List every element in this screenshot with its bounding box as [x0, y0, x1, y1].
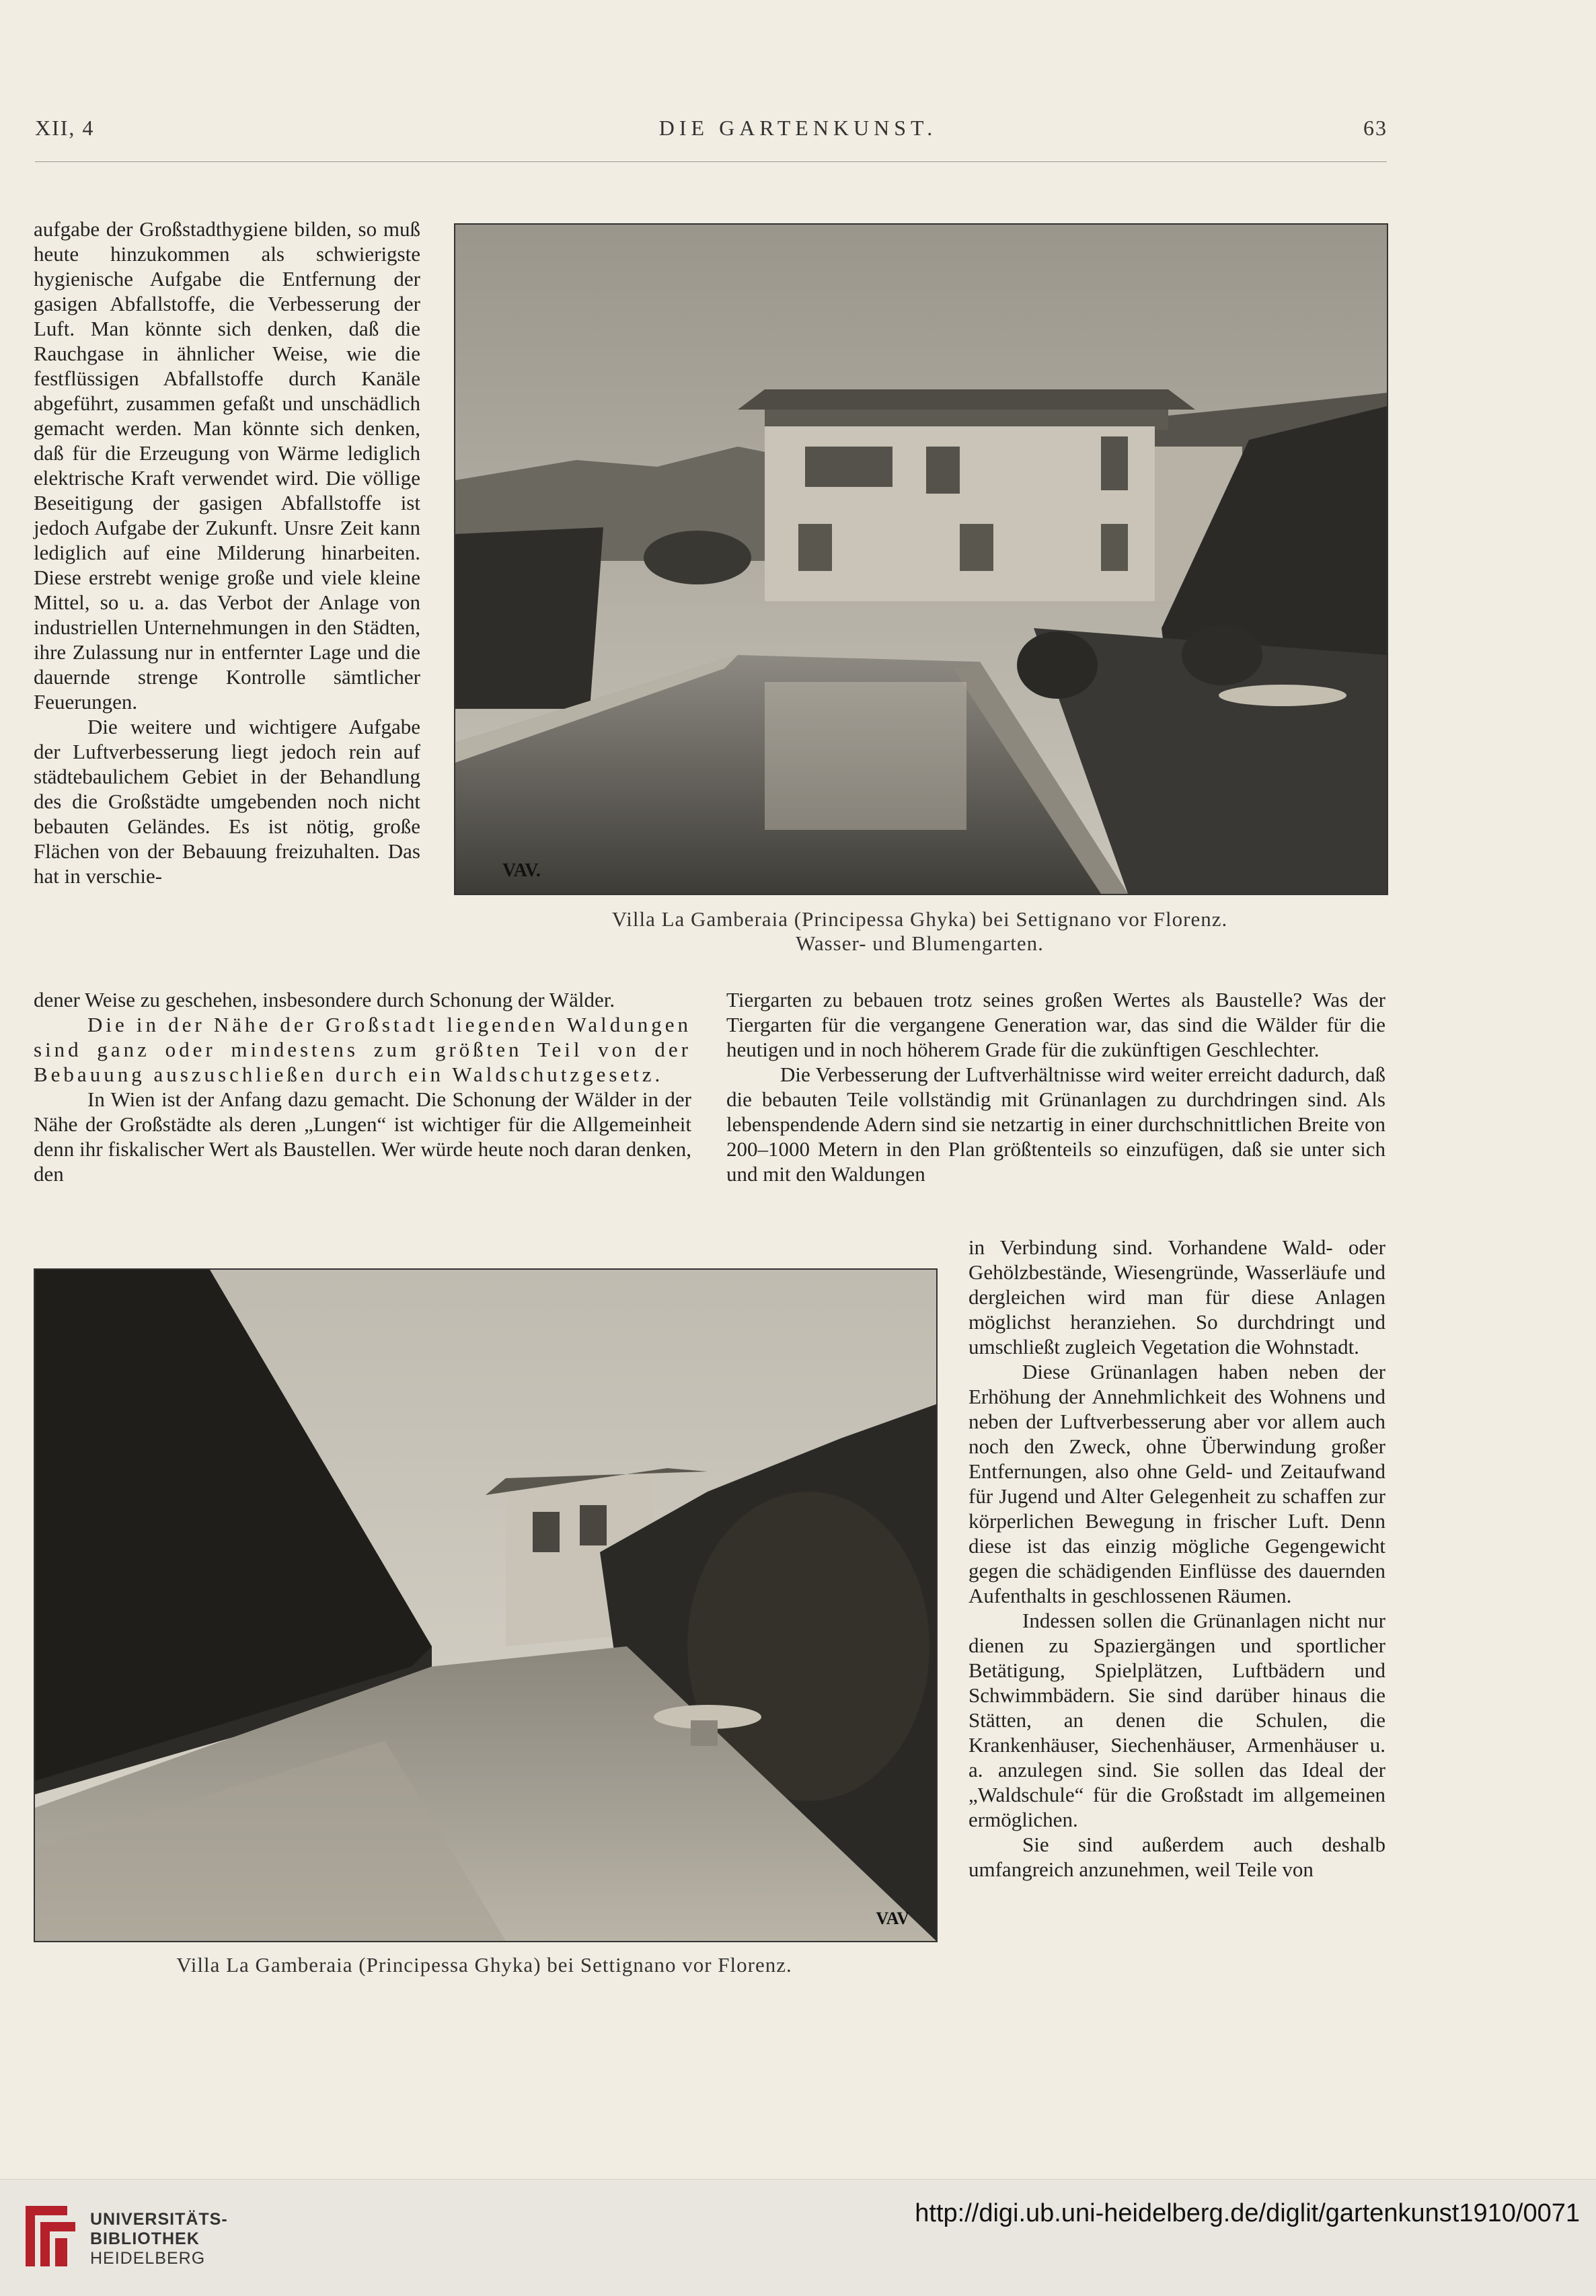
paragraph: Diese Grünanlagen haben neben der Erhöhung der Annehmlichkeit des Wohnens und neben der Luftverbesserung aber vor allem auch noch den Zweck, ohne Überwindung großer Entfernungen, also ohne Geld- und Zeitaufwand für Jugend und Alter Gelegenheit zu schaffen zur körperlichen Bewegung in frischer Luft. Denn diese ist das einzig mögliche Gegengewicht gegen die schädigenden Einflüsse des dauernden Aufenthalts in geschlossenen Räumen.	[968, 1360, 1385, 1607]
paragraph: Sie sind außerdem auch deshalb umfangreich anzunehmen, weil Teile von	[968, 1833, 1385, 1881]
footer-bar	[0, 2179, 1596, 2296]
text-column-right-bottom	[968, 1235, 1385, 1882]
library-name-line: UNIVERSITÄTS-	[90, 2210, 228, 2229]
paragraph: Indessen sollen die Grünanlagen nicht nur dienen zu Spaziergängen und sportlicher Betätigung, Spielplätzen, Luftbädern und Schwimmbädern. Sie sind darüber hinaus die Stätten, an denen die Schulen, die Krankenhäuser, Siechenhäuser, Armenhäuser u. a. anzulegen sind. Sie sollen das Ideal der „Waldschule“ für die Großstadt im allgemeinen ermöglichen.	[968, 1609, 1385, 1831]
paragraph: Die weitere und wichtigere Aufgabe der Luftverbesserung liegt jedoch rein auf städtebaulichem Gebiet in der Behandlung des die Großstädte umgebenden noch nicht bebauten Geländes. Es ist nötig, große Flächen von der Bebauung freizuhalten. Das hat in verschie-	[34, 715, 420, 888]
paragraph: aufgabe der Großstadthygiene bilden, so muß heute hinzukommen als schwierigste hygienische Aufgabe die Entfernung der gasigen Abfallstoffe, die Verbesserung der Luft. Man könnte sich denken, daß die Rauchgase in ähnlicher Weise, wie die festflüssigen Abfallstoffe durch Kanäle abgeführt, zusammen gefaßt und unschädlich gemacht werden. Man könnte sich denken, daß für die Erzeugung von Wärme lediglich elektrische Kraft verwendet wird. Die völlige Beseitigung der gasigen Abfallstoffe ist jedoch Aufgabe der Zukunft. Unsre Zeit kann lediglich auf eine Milderung hinarbeiten. Diese erstrebt wenige große und viele kleine Mittel, so u. a. das Verbot der Anlage von industriellen Unternehmungen in den Städten, ihre Zulassung nur in entfernter Lage und die dauernde strenge Kontrolle sämtlicher Feuerungen.	[34, 217, 420, 714]
paragraph: Tiergarten zu bebauen trotz seines großen Wertes als Baustelle? Was der Tiergarten für die vergangene Generation war, das sind die Wälder für die heutigen und in noch höherem Grade für die zukünftigen Geschlechter.	[726, 988, 1385, 1061]
issue-number: XII, 4	[35, 116, 95, 140]
library-logo-icon	[20, 2199, 81, 2273]
figure-caption-bottom: Villa La Gamberaia (Principessa Ghyka) bei Settignano vor Florenz.	[176, 1953, 792, 1977]
text-column-left-top	[34, 217, 420, 888]
text-column-right-middle	[726, 987, 1385, 1186]
library-name-line: HEIDELBERG	[90, 2249, 206, 2268]
photo-water-garden-image	[455, 225, 1387, 894]
caption-line: Villa La Gamberaia (Principessa Ghyka) bei Settignano vor Florenz.	[611, 907, 1228, 931]
paragraph: in Verbindung sind. Vorhandene Wald- oder Gehölzbestände, Wiesengründe, Wasserläufe und dergleichen wird man für diese Anlagen möglichst heranziehen. So durchdringt und umschließt zugleich Vegetation die Wohnstadt.	[968, 1235, 1385, 1359]
figure-caption-top	[454, 907, 1385, 956]
header-rule	[35, 161, 1387, 162]
source-url-link[interactable]: http://digi.ub.uni-heidelberg.de/diglit/gartenkunst1910/0071	[915, 2199, 1580, 2227]
page-number: 63	[1363, 116, 1388, 140]
library-name	[90, 2210, 228, 2268]
paragraph: In Wien ist der Anfang dazu gemacht. Die Schonung der Wälder in der Nähe der Großstädte als deren „Lungen“ ist wichtiger für die Allgemeinheit denn ihr fiskalischer Wert als Baustellen. Wer würde heute noch daran denken, den	[34, 1087, 691, 1186]
paragraph: Die in der Nähe der Großstadt liegenden Waldungen sind ganz oder mindestens zum größten Teil von der Bebauung auszuschließen durch ein Waldschutzgesetz.	[34, 1013, 691, 1086]
journal-title: DIE GARTENKUNST.	[658, 116, 938, 140]
text-column-left-middle	[34, 987, 691, 1186]
library-name-line: BIBLIOTHEK	[90, 2229, 200, 2248]
photo-signature: VAV	[876, 1909, 909, 1928]
paragraph: dener Weise zu geschehen, insbesondere durch Schonung der Wälder.	[34, 988, 615, 1011]
photo-hedge-alley	[34, 1268, 938, 1942]
photo-signature: VAV.	[502, 860, 541, 881]
caption-line: Wasser- und Blumengarten.	[796, 931, 1044, 955]
photo-water-garden	[454, 223, 1388, 895]
photo-hedge-alley-image	[35, 1270, 936, 1941]
paragraph: Die Verbesserung der Luftverhältnisse wird weiter erreicht dadurch, daß die bebauten Teile vollständig mit Grünanlagen zu durchdringen sind. Als lebenspendende Adern sind sie netzartig in einer durchschnittlichen Breite von 200–1000 Metern in den Plan größtenteils so einzufügen, daß sie unter sich und mit den Waldungen	[726, 1063, 1385, 1186]
